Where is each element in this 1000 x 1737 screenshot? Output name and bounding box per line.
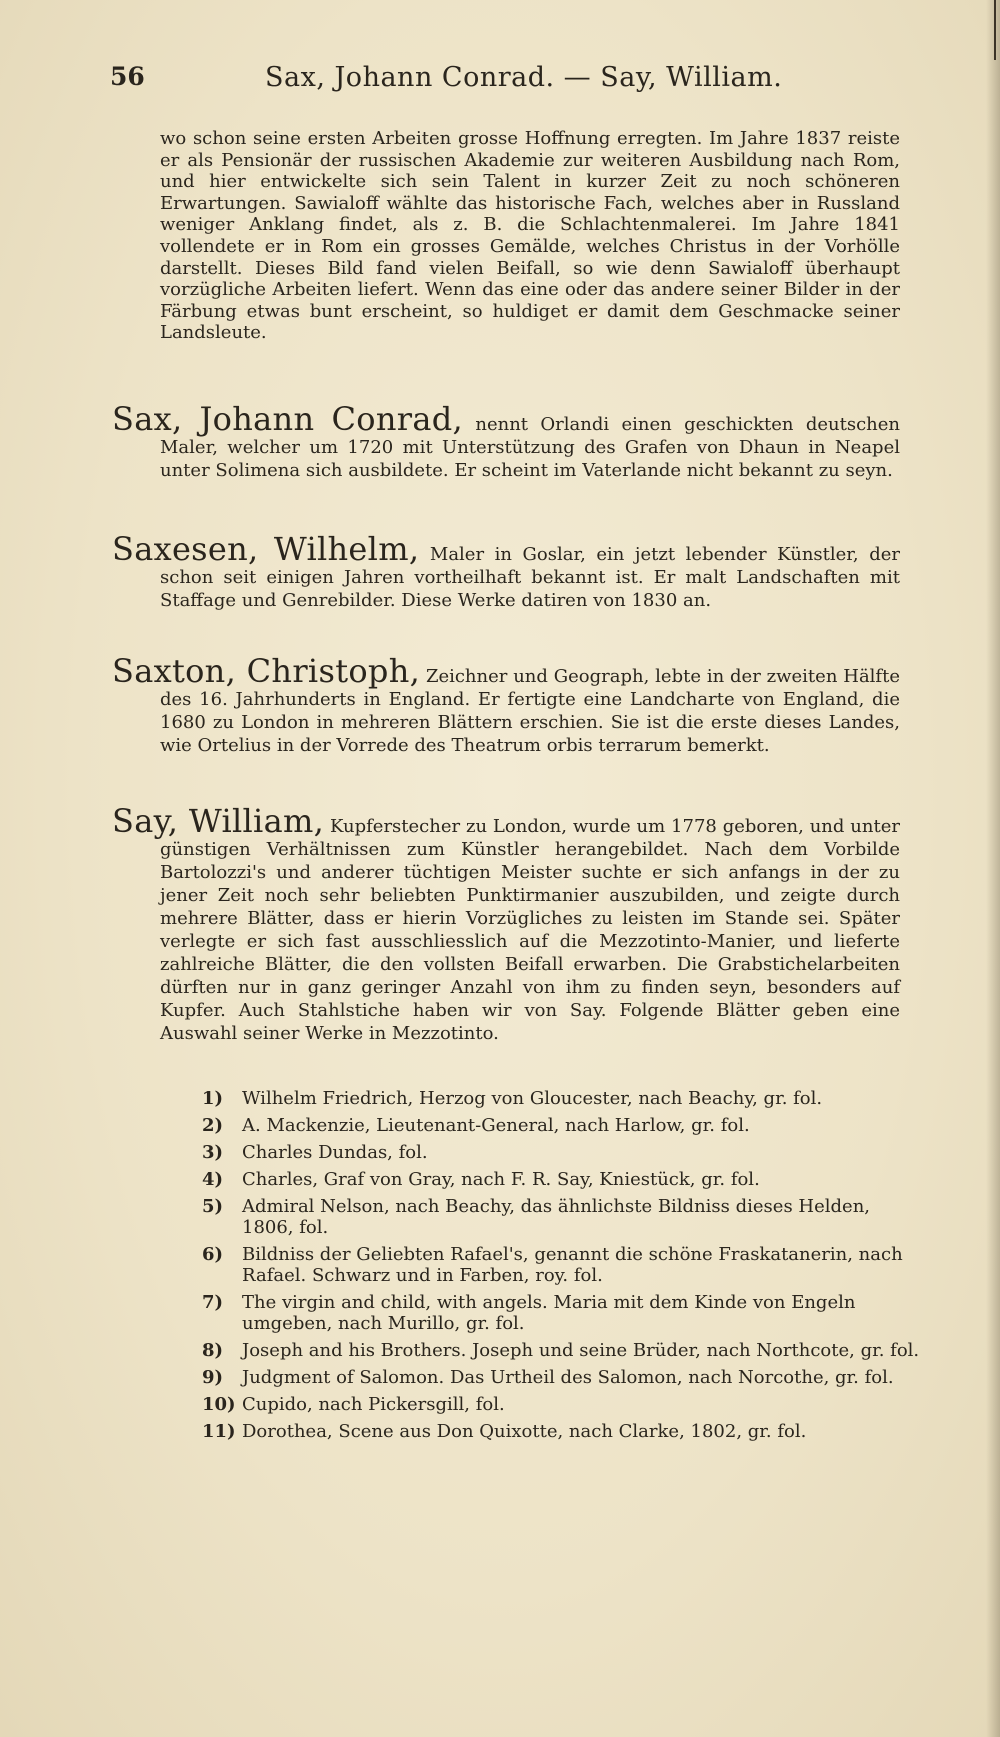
item-text: Admiral Nelson, nach Beachy, das ähnlichste Bildniss dieses Helden, 1806, fol. (242, 1196, 871, 1238)
item-number: 10) (202, 1394, 236, 1415)
entry-headword: Saxesen, Wilhelm, (112, 530, 420, 568)
entry-saxton (112, 652, 900, 757)
item-text: Cupido, nach Pickersgill, fol. (242, 1394, 505, 1415)
item-text: Wilhelm Friedrich, Herzog von Gloucester, nach Beachy, gr. fol. (242, 1088, 823, 1109)
item-number: 11) (202, 1421, 236, 1442)
list-item (202, 1142, 926, 1163)
item-number: 5) (202, 1196, 224, 1217)
item-text: A. Mackenzie, Lieutenant-General, nach Harlow, gr. fol. (242, 1115, 750, 1136)
item-number: 7) (202, 1292, 224, 1313)
item-number: 6) (202, 1244, 224, 1265)
item-number: 8) (202, 1340, 224, 1361)
entry-headword: Say, William, (112, 802, 325, 840)
item-text: Charles Dundas, fol. (242, 1142, 428, 1163)
entry-text (112, 652, 900, 757)
list-item (202, 1292, 926, 1334)
item-text: Joseph and his Brothers. Joseph und seine Brüder, nach Northcote, gr. fol. (242, 1340, 920, 1361)
entry-say (112, 802, 900, 1045)
item-number: 2) (202, 1115, 224, 1136)
entry-headword: Saxton, Christoph, (112, 652, 421, 690)
entry-body: Maler in Goslar, ein jetzt lebender Künstler, der schon seit einigen Jahren vortheilhaft bekannt ist. Er malt Landschaften mit Staffage und Genrebilder. Diese Werke datiren von 1830 an. (160, 544, 900, 611)
intro-paragraph: wo schon seine ersten Arbeiten grosse Hoffnung erregten. Im Jahre 1837 reiste er als Pensionär der russischen Akademie zur weiteren Ausbildung nach Rom, und hier entwickelte sich sein Talent in kurzer Zeit zu noch schöneren Erwartungen. Sawialoff wählte das historische Fach, welches aber in Russland weniger Anklang findet, als z. B. die Schlachtenmalerei. Im Jahre 1841 vollendete er in Rom ein grosses Gemälde, welches Christus in der Vorhölle darstellt. Dieses Bild fand vielen Beifall, so wie denn Sawialoff überhaupt vorzügliche Arbeiten liefert. Wenn das eine oder das andere seiner Bilder in der Färbung etwas bunt erscheint, so huldiget er damit dem Geschmacke seiner Landsleute. (160, 128, 900, 344)
item-text: Charles, Graf von Gray, nach F. R. Say, Kniestück, gr. fol. (242, 1169, 760, 1190)
list-item (202, 1367, 926, 1388)
running-head: Sax, Johann Conrad. — Say, William. (265, 62, 783, 93)
entry-text (112, 802, 900, 1045)
page-edge-shadow (986, 0, 1000, 1737)
item-number: 9) (202, 1367, 224, 1388)
entry-saxesen (112, 530, 900, 612)
item-text: Judgment of Salomon. Das Urtheil des Salomon, nach Norcothe, gr. fol. (242, 1367, 894, 1388)
page-number: 56 (110, 62, 145, 91)
item-text: Bildniss der Geliebten Rafael's, genannt die schöne Fraskatanerin, nach Rafael. Schwarz und in Farben, roy. fol. (242, 1244, 903, 1286)
entry-text (112, 400, 900, 482)
entry-body: Zeichner und Geograph, lebte in der zweiten Hälfte des 16. Jahrhunderts in England. Er fertigte eine Landcharte von England, die 1680 zu London in mehreren Blättern erschien. Sie ist die erste dieses Landes, wie Ortelius in der Vorrede des Theatrum orbis terrarum bemerkt. (160, 666, 900, 756)
list-item (202, 1196, 926, 1238)
list-item (202, 1340, 926, 1361)
item-number: 1) (202, 1088, 224, 1109)
entry-sax (112, 400, 900, 482)
item-number: 3) (202, 1142, 224, 1163)
list-item (202, 1088, 926, 1109)
page-edge-line (994, 0, 996, 60)
list-item (202, 1169, 926, 1190)
list-item (202, 1394, 926, 1415)
entry-body: nennt Orlandi einen geschickten deutschen Maler, welcher um 1720 mit Unterstützung des Grafen von Dhaun in Neapel unter Solimena sich ausbildete. Er scheint im Vaterlande nicht bekannt zu seyn. (160, 414, 900, 481)
list-item (202, 1421, 926, 1442)
item-number: 4) (202, 1169, 224, 1190)
entry-text (112, 530, 900, 612)
list-item (202, 1115, 926, 1136)
entry-body: Kupferstecher zu London, wurde um 1778 geboren, und unter günstigen Verhältnissen zum Künstler herangebildet. Nach dem Vorbilde Bartolozzi's und anderer tüchtigen Meister suchte er sich anfangs in der zu jener Zeit noch sehr beliebten Punktirmanier auszubilden, und zeigte durch mehrere Blätter, dass er hierin Vorzügliches zu leisten im Stande sei. Später verlegte er sich fast ausschliesslich auf die Mezzotinto-Manier, und lieferte zahlreiche Blätter, die den vollsten Beifall erwarben. Die Grabstichelarbeiten dürften nur in ganz geringer Anzahl von ihm zu finden seyn, besonders auf Kupfer. Auch Stahlstiche haben wir von Say. Folgende Blätter geben eine Auswahl seiner Werke in Mezzotinto. (160, 816, 900, 1044)
entry-headword: Sax, Johann Conrad, (112, 400, 463, 438)
works-list (202, 1088, 926, 1448)
list-item (202, 1244, 926, 1286)
item-text: Dorothea, Scene aus Don Quixotte, nach Clarke, 1802, gr. fol. (242, 1421, 807, 1442)
page-header (110, 62, 930, 102)
item-text: The virgin and child, with angels. Maria mit dem Kinde von Engeln umgeben, nach Murillo, gr. fol. (242, 1292, 856, 1334)
